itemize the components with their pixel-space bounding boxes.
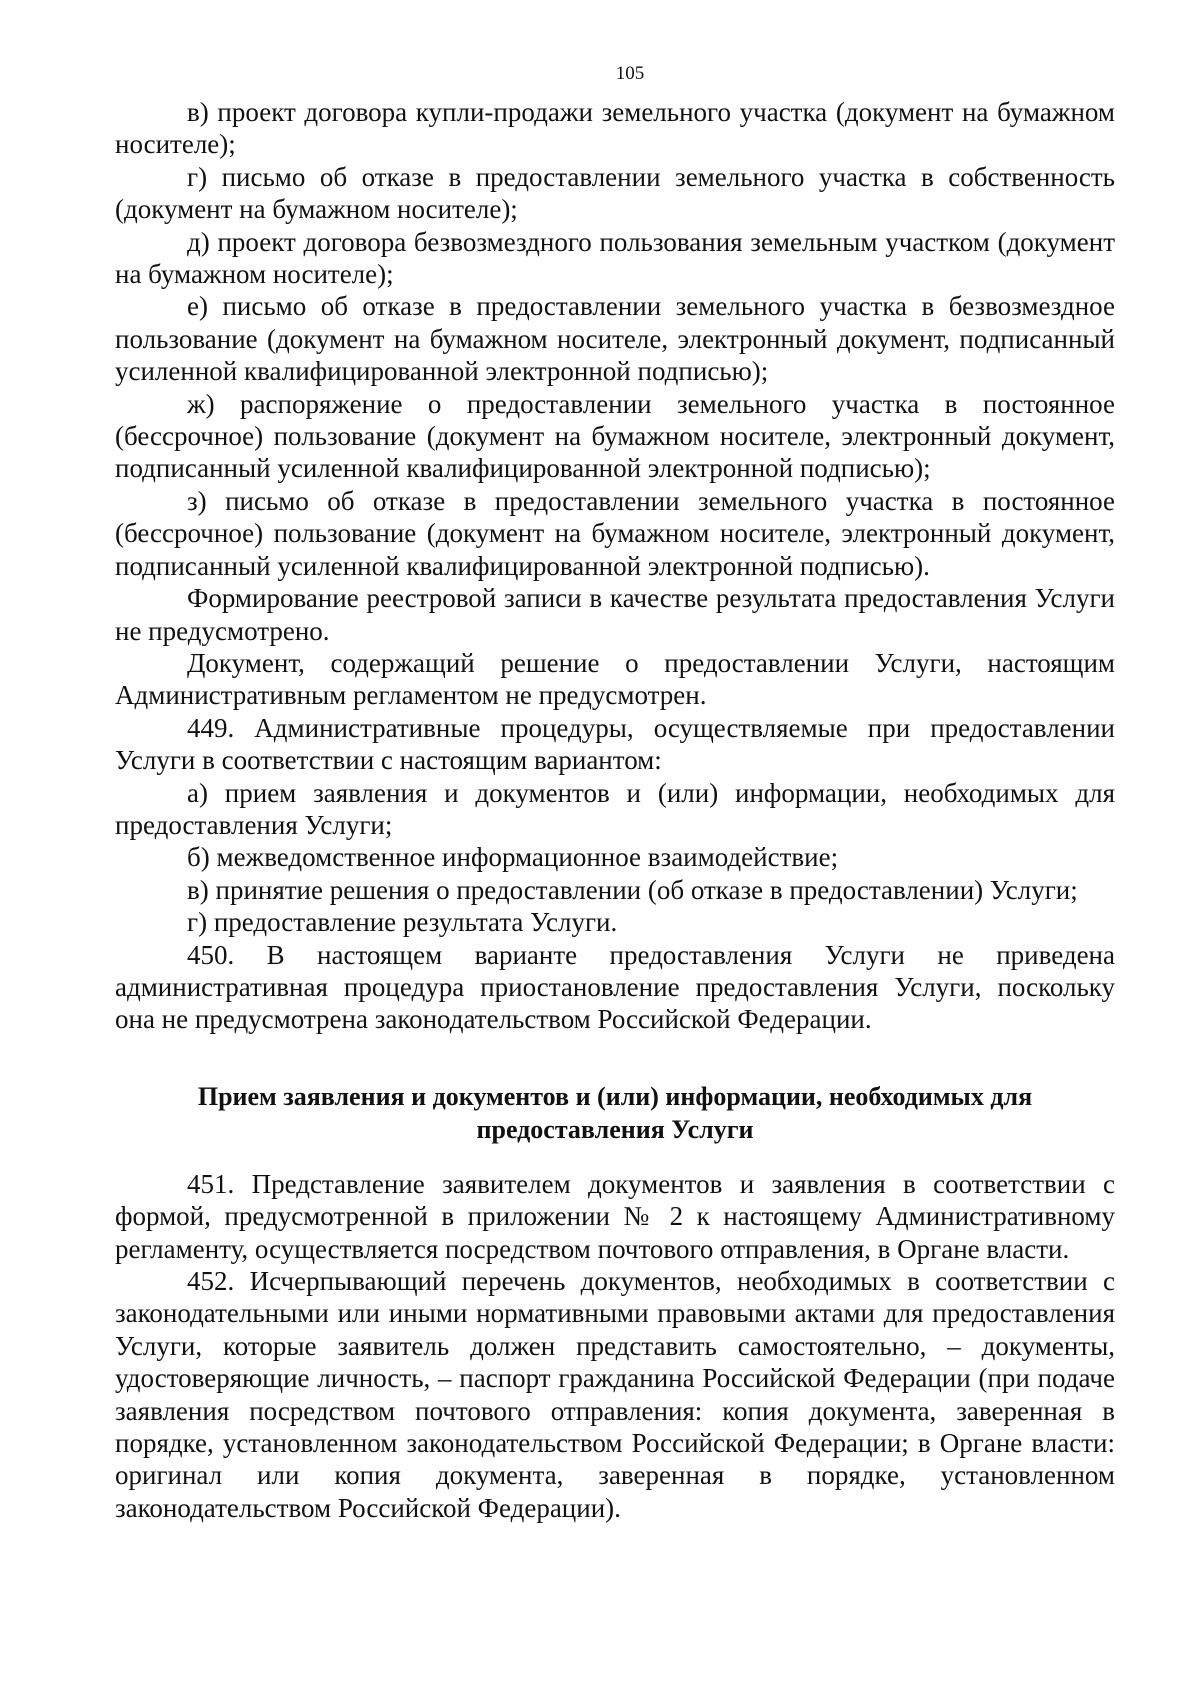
section-heading xyxy=(115,1080,1115,1146)
paragraph-registry-record: Формирование реестровой записи в качестве результата предоставления Услуги не предусмотрено. xyxy=(115,583,1115,646)
paragraph-item-d: д) проект договора безвозмездного пользования земельным участком (документ на бумажном носителе); xyxy=(115,226,1115,290)
paragraph-item-zh: ж) распоряжение о предоставлении земельного участка в постоянное (бессрочное) пользование (документ на бумажном носителе, электронный документ, подписанный усиленной квалифицированной электронной подписью); xyxy=(115,388,1115,484)
paragraph-procedure-v: в) принятие решения о предоставлении (об отказе в предоставлении) Услуги; xyxy=(187,874,1078,905)
section-heading-line-2: предоставления Услуги xyxy=(476,1114,754,1144)
paragraph-452: 452. Исчерпывающий перечень документов, необходимых в соответствии с законодательными или иными нормативными правовыми актами для предоставления Услуги, которые заявитель должен представить самостоятельно, – документы, удостоверяющие личность, – паспорт гражданина Российской Федерации (при подаче заявления посредством почтового отправления: копия документа, заверенная в порядке, установленном законодательством Российской Федерации; в Органе власти: оригинал или копия документа, заверенная в порядке, установленном законодательством Российской Федерации). xyxy=(115,1266,1115,1523)
document-page xyxy=(115,62,1115,1524)
page-number: 105 xyxy=(615,63,645,84)
paragraph-item-g: г) письмо об отказе в предоставлении земельного участка в собственность (документ на бумажном носителе); xyxy=(115,161,1115,225)
paragraph-procedure-a: а) прием заявления и документов и (или) информации, необходимых для предоставления Услуги; xyxy=(115,777,1115,840)
paragraph-item-e: е) письмо об отказе в предоставлении земельного участка в безвозмездное пользование (документ на бумажном носителе, электронный документ, подписанный усиленной квалифицированной электронной подписью); xyxy=(115,291,1115,387)
section-heading-line-1: Прием заявления и документов и (или) информации, необходимых для xyxy=(197,1081,1033,1111)
paragraph-item-v: в) проект договора купли-продажи земельного участка (документ на бумажном носителе); xyxy=(115,97,1115,160)
paragraph-procedure-g: г) предоставление результата Услуги. xyxy=(187,907,618,938)
paragraph-451: 451. Представление заявителем документов и заявления в соответствии с формой, предусмотренной в приложении № 2 к настоящему Административному регламенту, осуществляется посредством почтового отправления, в Органе власти. xyxy=(115,1168,1115,1264)
paragraph-item-z: з) письмо об отказе в предоставлении земельного участка в постоянное (бессрочное) пользование (документ на бумажном носителе, электронный документ, подписанный усиленной квалифицированной электронной подписью). xyxy=(115,485,1115,581)
paragraph-decision-document: Документ, содержащий решение о предоставлении Услуги, настоящим Административным регламентом не предусмотрен. xyxy=(115,647,1115,711)
document-body xyxy=(115,96,1115,1524)
paragraph-procedure-b: б) межведомственное информационное взаимодействие; xyxy=(187,842,839,873)
paragraph-450: 450. В настоящем варианте предоставления Услуги не приведена административная процедура приостановление предоставления Услуги, поскольку она не предусмотрена законодательством Российской Федерации. xyxy=(115,939,1115,1035)
paragraph-449: 449. Административные процедуры, осуществляемые при предоставлении Услуги в соответствии с настоящим вариантом: xyxy=(115,712,1115,776)
